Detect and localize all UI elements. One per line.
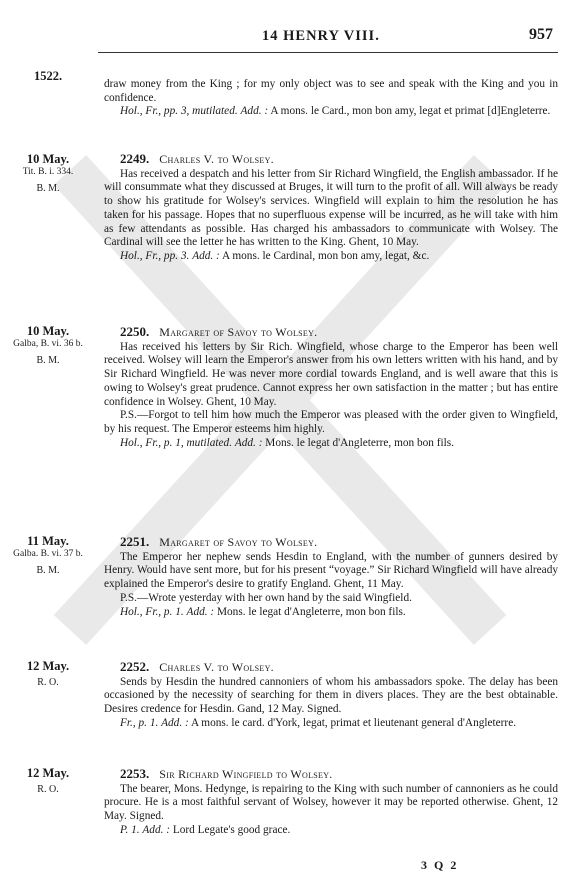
margin-note — [0, 535, 96, 577]
calendar-entry — [104, 767, 558, 838]
calendar-entry — [104, 535, 558, 619]
margin-date: 11 May. — [27, 534, 69, 548]
entry-title — [104, 767, 558, 783]
entry-correspondents: Charles V. to Wolsey. — [159, 660, 274, 674]
entry-number: 2252. — [120, 659, 150, 674]
entry-number: 2249. — [120, 151, 150, 166]
margin-date: 10 May. — [26, 324, 70, 338]
page-header — [0, 28, 567, 48]
signature-mark: 3 Q 2 — [421, 858, 459, 872]
entry-meta — [104, 824, 558, 838]
entry-meta — [104, 437, 558, 451]
margin-source: B. M. — [36, 355, 60, 366]
page-number: 957 — [529, 26, 553, 43]
margin-note — [0, 325, 96, 367]
entry-title — [104, 325, 558, 341]
entry-correspondents: Margaret of Savoy to Wolsey. — [159, 535, 318, 549]
entry-postscript: P.S.—Forgot to tell him how much the Emperor was pleased with the order given to Wingfield, by his request. The Emperor esteems him highly. — [104, 409, 558, 435]
meta-add-label: Add. : — [234, 436, 263, 449]
margin-source: B. M. — [36, 183, 60, 194]
entry-body: draw money from the King ; for my only object was to see and speak with the King and you in confidence. — [104, 78, 558, 104]
meta-text: Mons. le legat d'Angleterre, mon bon fils. — [265, 436, 455, 449]
meta-label: P. 1. — [120, 823, 140, 836]
entry-body: Sends by Hesdin the hundred cannoniers of whom his ambassadors spoke. The delay has been occasioned by the necessity of searching for them in divers places. They are the best obtainable. Desires credence for Hesdin. Gand, 12 May. Signed. — [104, 675, 558, 716]
entry-title — [104, 660, 558, 676]
entry-body: Has received his letters by Sir Rich. Wingfield, whose charge to the Emperor has been well received. Wolsey will learn the Emperor's answer from his own letters written with his hand, and by Sir Richard Wingfield. He was never more cordial towards England, and is well aware that this is owing to Wolsey's great prudence. Cannot express her own satisfaction in the matter ; but has entire confidence in Wolsey. Ghent, 10 May. — [104, 340, 558, 408]
header-rule — [98, 52, 558, 53]
entry-meta — [104, 717, 558, 731]
entry-meta — [104, 250, 558, 264]
meta-add-label: Add. : — [161, 716, 189, 729]
entry-title — [104, 535, 558, 551]
margin-date: 10 May. — [26, 152, 70, 166]
entry-correspondents: Charles V. to Wolsey. — [159, 152, 274, 166]
meta-text: A mons. le card. d'York, legat, primat et lieutenant general d'Angleterre. — [190, 716, 517, 729]
calendar-entry — [104, 660, 558, 731]
entry-postscript: P.S.—Wrote yesterday with her own hand by the said Wingfield. — [120, 591, 412, 604]
meta-add-label: Add. : — [192, 249, 220, 262]
margin-date: 12 May. — [26, 766, 70, 780]
entry-number: 2250. — [120, 324, 150, 339]
entry-meta — [104, 606, 558, 620]
meta-label: Fr., p. 1. — [120, 716, 159, 729]
margin-source: R. O. — [37, 784, 59, 795]
meta-label: Hol., Fr., p. 1, mutilated. — [120, 436, 233, 449]
margin-ref: Tit. B. i. 334. — [22, 167, 74, 177]
entry-number: 2251. — [120, 534, 150, 549]
entry-title — [104, 152, 558, 168]
margin-date: 1522. — [33, 69, 63, 83]
calendar-entry — [104, 78, 558, 119]
running-title: 14 HENRY VIII. — [262, 28, 380, 44]
calendar-entry — [104, 152, 558, 264]
entry-meta — [104, 105, 558, 119]
margin-note — [0, 70, 96, 83]
meta-label: Hol., Fr., pp. 3. — [120, 249, 190, 262]
meta-text: A mons. le Card., mon bon amy, legat et primat [d]Engleterre. — [270, 105, 551, 118]
meta-text: Mons. le legat d'Angleterre, mon bon fils. — [216, 605, 406, 618]
margin-ref: Galba. B. vi. 37 b. — [13, 549, 83, 559]
entry-correspondents: Sir Richard Wingfield to Wolsey. — [159, 767, 333, 781]
entry-correspondents: Margaret of Savoy to Wolsey. — [159, 325, 318, 339]
margin-source: R. O. — [37, 677, 59, 688]
calendar-entry — [104, 325, 558, 450]
meta-label: Hol., Fr., pp. 3, mutilated. — [120, 105, 238, 118]
margin-ref: Galba, B. vi. 36 b. — [13, 339, 83, 349]
meta-text: A mons. le Cardinal, mon bon amy, legat, &c. — [222, 249, 430, 262]
meta-add-label: Add. : — [186, 605, 215, 618]
meta-add-label: Add. : — [240, 105, 269, 118]
margin-note — [0, 767, 96, 796]
entry-number: 2253. — [120, 766, 150, 781]
meta-add-label: Add. : — [142, 823, 171, 836]
margin-note — [0, 153, 96, 195]
entry-body: The Emperor her nephew sends Hesdin to England, with the number of gunners desired by Henry. Would have sent more, but for his present “voyage.” Sir Richard Wingfield will have already explained the Emperor's desire to gratify England. Ghent, 11 May. — [104, 550, 558, 591]
meta-label: Hol., Fr., p. 1. — [120, 605, 184, 618]
margin-date: 12 May. — [26, 659, 70, 673]
meta-text: Lord Legate's good grace. — [172, 823, 291, 836]
margin-source: B. M. — [36, 565, 60, 576]
entry-body: Has received a despatch and his letter from Sir Richard Wingfield, the English ambassador. If he will consummate what they discussed at Bruges, it will turn to the profit of all. Will always be ready to show his gratitude for Wolsey's services. Wingfield will explain to him the resolution he has taken for his passage. Hopes that no superfluous expense will be incurred, as he will take with him as few attendants as possible. Has charged his ambassadors to communicate with Wolsey. The Cardinal will see the letter he has written to the King. Ghent, 10 May. — [104, 167, 558, 249]
entry-body: The bearer, Mons. Hedynge, is repairing to the King with such number of cannoniers as he could procure. He is a most faithful servant of Wolsey, however it may be reported otherwise. Ghent, 12 May. Signed. — [104, 782, 558, 823]
margin-note — [0, 660, 96, 689]
